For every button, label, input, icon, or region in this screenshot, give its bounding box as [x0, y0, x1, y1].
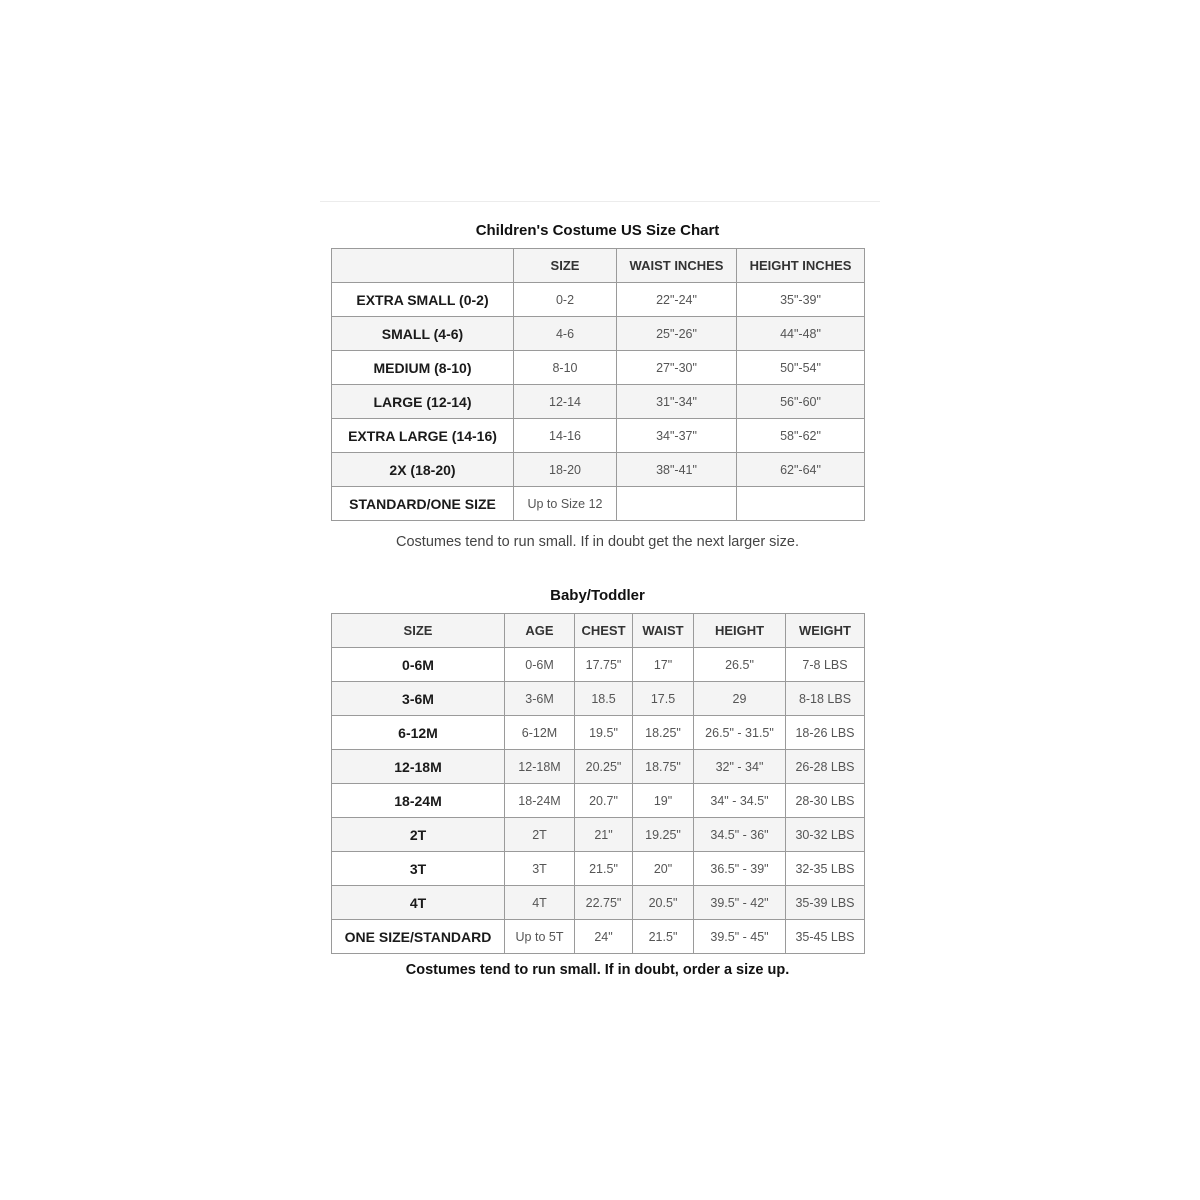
column-header-chest: CHEST — [575, 614, 633, 648]
height-cell: 44"-48" — [737, 317, 865, 351]
age-cell: 3-6M — [505, 682, 575, 716]
column-header-size: SIZE — [514, 249, 617, 283]
chest-cell: 18.5 — [575, 682, 633, 716]
table-row — [332, 419, 865, 453]
height-cell: 39.5" - 45" — [694, 920, 786, 954]
size-name-cell: STANDARD/ONE SIZE — [332, 487, 514, 521]
table-row — [332, 385, 865, 419]
table-row — [332, 648, 865, 682]
chest-cell: 21.5" — [575, 852, 633, 886]
weight-cell: 35-39 LBS — [786, 886, 865, 920]
size-name-cell: 3-6M — [332, 682, 505, 716]
height-cell: 50"-54" — [737, 351, 865, 385]
waist-cell: 19.25" — [633, 818, 694, 852]
size-cell: Up to Size 12 — [514, 487, 617, 521]
age-cell: 0-6M — [505, 648, 575, 682]
size-cell: 18-20 — [514, 453, 617, 487]
waist-cell: 17.5 — [633, 682, 694, 716]
table-row — [332, 351, 865, 385]
waist-cell: 20" — [633, 852, 694, 886]
size-name-cell: 6-12M — [332, 716, 505, 750]
column-header-waist: WAIST — [633, 614, 694, 648]
table-header-row — [332, 249, 865, 283]
column-header-height: HEIGHT INCHES — [737, 249, 865, 283]
chest-cell: 17.75" — [575, 648, 633, 682]
waist-cell: 19" — [633, 784, 694, 818]
table-row — [332, 784, 865, 818]
us-size-table — [331, 248, 865, 521]
waist-cell: 27"-30" — [617, 351, 737, 385]
size-name-cell: MEDIUM (8-10) — [332, 351, 514, 385]
weight-cell: 8-18 LBS — [786, 682, 865, 716]
size-name-cell: ONE SIZE/STANDARD — [332, 920, 505, 954]
weight-cell: 7-8 LBS — [786, 648, 865, 682]
table-row — [332, 283, 865, 317]
table-row — [332, 852, 865, 886]
height-cell: 36.5" - 39" — [694, 852, 786, 886]
size-cell: 8-10 — [514, 351, 617, 385]
weight-cell: 35-45 LBS — [786, 920, 865, 954]
baby-toddler-chart-note: Costumes tend to run small. If in doubt, order a size up. — [405, 962, 790, 978]
size-name-cell: 18-24M — [332, 784, 505, 818]
height-cell — [737, 487, 865, 521]
baby-toddler-chart-title: Baby/Toddler — [550, 587, 645, 604]
size-name-cell: SMALL (4-6) — [332, 317, 514, 351]
height-cell: 35"-39" — [737, 283, 865, 317]
us-chart-note: Costumes tend to run small. If in doubt get the next larger size. — [396, 534, 799, 550]
age-cell: 18-24M — [505, 784, 575, 818]
height-cell: 29 — [694, 682, 786, 716]
weight-cell: 28-30 LBS — [786, 784, 865, 818]
column-header-size: SIZE — [332, 614, 505, 648]
column-header — [332, 249, 514, 283]
column-header-weight: WEIGHT — [786, 614, 865, 648]
size-name-cell: 2T — [332, 818, 505, 852]
chest-cell: 24" — [575, 920, 633, 954]
table-row — [332, 886, 865, 920]
table-row — [332, 453, 865, 487]
waist-cell: 38"-41" — [617, 453, 737, 487]
table-row — [332, 818, 865, 852]
waist-cell: 20.5" — [633, 886, 694, 920]
top-divider — [320, 201, 880, 202]
chest-cell: 20.25" — [575, 750, 633, 784]
height-cell: 56"-60" — [737, 385, 865, 419]
size-name-cell: LARGE (12-14) — [332, 385, 514, 419]
age-cell: 4T — [505, 886, 575, 920]
us-size-chart-title: Children's Costume US Size Chart — [475, 222, 720, 239]
waist-cell: 22"-24" — [617, 283, 737, 317]
age-cell: 12-18M — [505, 750, 575, 784]
chest-cell: 20.7" — [575, 784, 633, 818]
size-cell: 4-6 — [514, 317, 617, 351]
height-cell: 26.5" - 31.5" — [694, 716, 786, 750]
column-header-height: HEIGHT — [694, 614, 786, 648]
waist-cell: 21.5" — [633, 920, 694, 954]
waist-cell: 25"-26" — [617, 317, 737, 351]
chest-cell: 19.5" — [575, 716, 633, 750]
waist-cell — [617, 487, 737, 521]
height-cell: 32" - 34" — [694, 750, 786, 784]
column-header-waist: WAIST INCHES — [617, 249, 737, 283]
waist-cell: 18.75" — [633, 750, 694, 784]
height-cell: 58"-62" — [737, 419, 865, 453]
size-name-cell: EXTRA LARGE (14-16) — [332, 419, 514, 453]
table-row — [332, 750, 865, 784]
height-cell: 39.5" - 42" — [694, 886, 786, 920]
waist-cell: 17" — [633, 648, 694, 682]
baby-toddler-size-table — [331, 613, 865, 954]
table-row — [332, 487, 865, 521]
size-name-cell: 2X (18-20) — [332, 453, 514, 487]
age-cell: 3T — [505, 852, 575, 886]
weight-cell: 32-35 LBS — [786, 852, 865, 886]
table-row — [332, 716, 865, 750]
height-cell: 34.5" - 36" — [694, 818, 786, 852]
size-cell: 12-14 — [514, 385, 617, 419]
height-cell: 26.5" — [694, 648, 786, 682]
table-row — [332, 920, 865, 954]
height-cell: 34" - 34.5" — [694, 784, 786, 818]
table-row — [332, 317, 865, 351]
size-cell: 0-2 — [514, 283, 617, 317]
size-name-cell: 0-6M — [332, 648, 505, 682]
height-cell: 62"-64" — [737, 453, 865, 487]
column-header-age: AGE — [505, 614, 575, 648]
weight-cell: 30-32 LBS — [786, 818, 865, 852]
table-header-row — [332, 614, 865, 648]
age-cell: 6-12M — [505, 716, 575, 750]
size-name-cell: EXTRA SMALL (0-2) — [332, 283, 514, 317]
weight-cell: 26-28 LBS — [786, 750, 865, 784]
chest-cell: 22.75" — [575, 886, 633, 920]
age-cell: Up to 5T — [505, 920, 575, 954]
waist-cell: 18.25" — [633, 716, 694, 750]
size-name-cell: 12-18M — [332, 750, 505, 784]
size-name-cell: 4T — [332, 886, 505, 920]
waist-cell: 34"-37" — [617, 419, 737, 453]
size-cell: 14-16 — [514, 419, 617, 453]
waist-cell: 31"-34" — [617, 385, 737, 419]
size-name-cell: 3T — [332, 852, 505, 886]
age-cell: 2T — [505, 818, 575, 852]
chest-cell: 21" — [575, 818, 633, 852]
table-row — [332, 682, 865, 716]
weight-cell: 18-26 LBS — [786, 716, 865, 750]
